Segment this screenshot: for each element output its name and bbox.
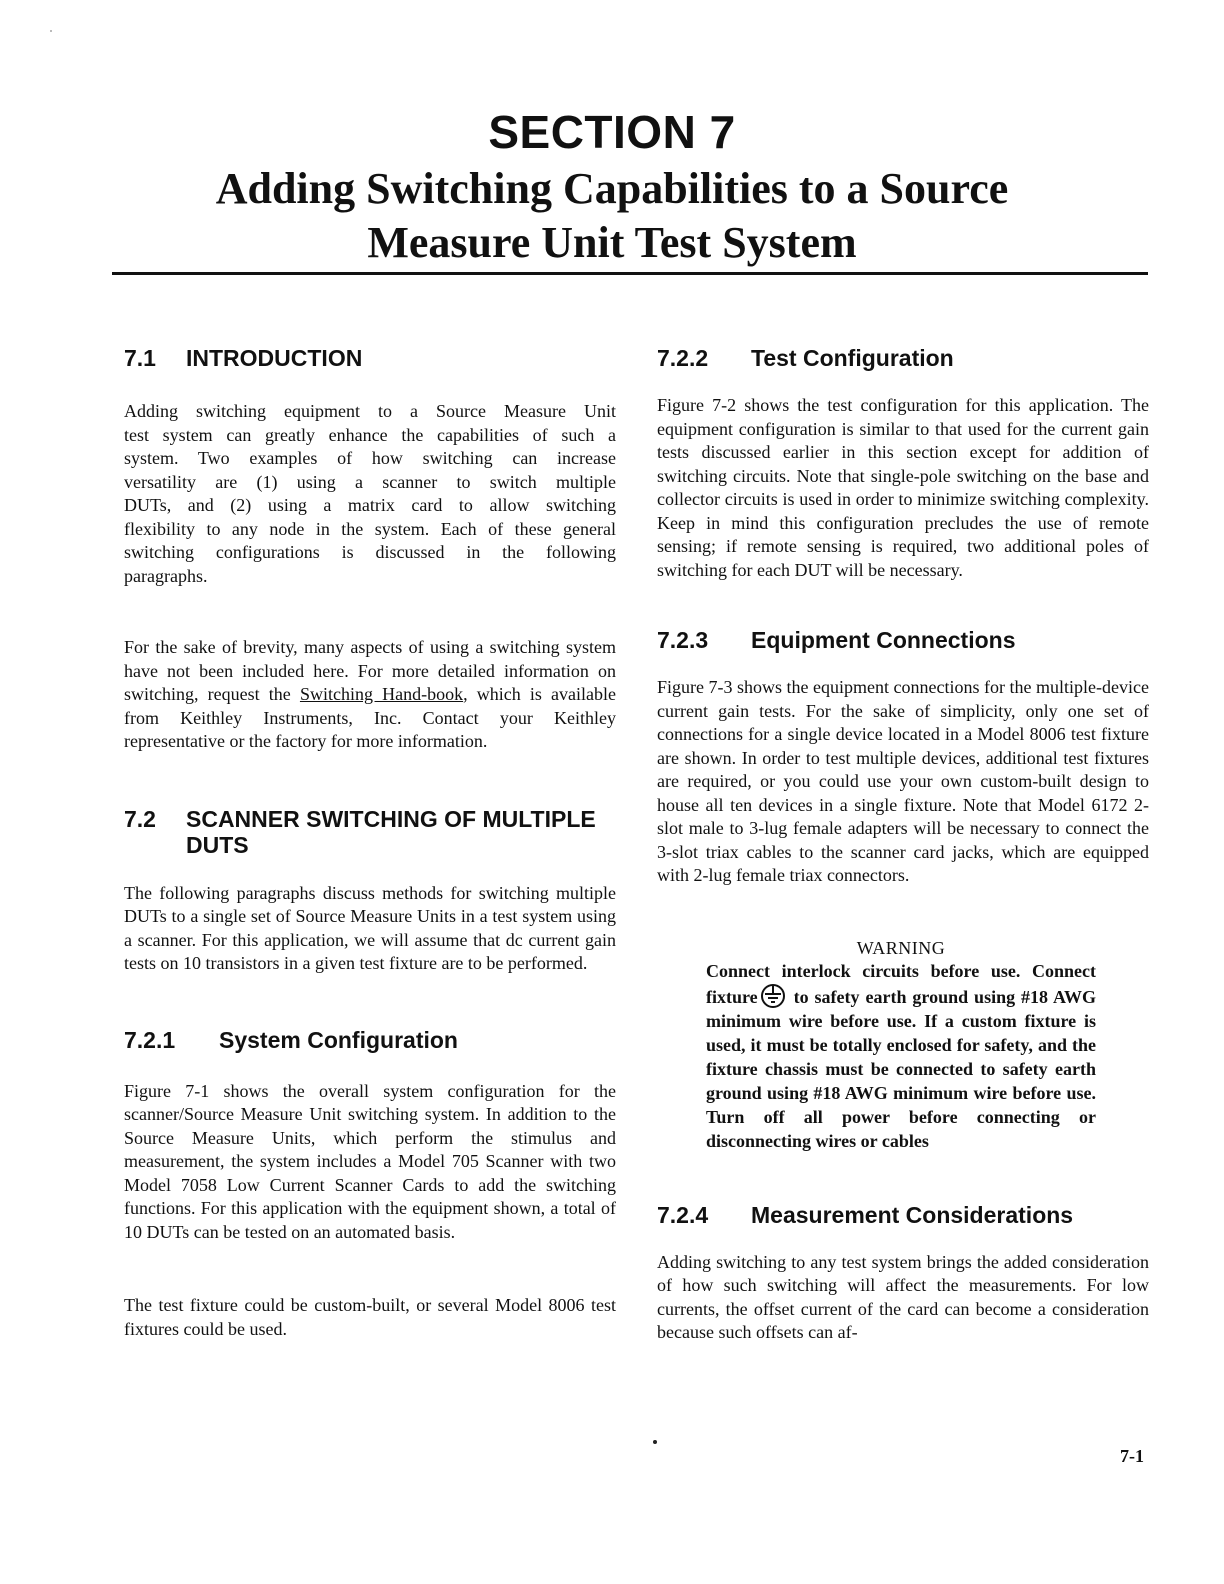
scanner-paragraph: The following paragraphs discuss methods for switching multiple DUTs to a single set of Source Measure Units in a test system using a scanner. For this application, we will assume that dc current gain tests on 10 transistors in a given test fixture are to be performed. bbox=[124, 882, 616, 973]
intro-paragraph-2 bbox=[124, 636, 616, 754]
heading-7-2-1 bbox=[124, 1026, 616, 1054]
warning-text-part: to safety earth ground using #18 AWG minimum wire before use. If a custom fixture is used, it must be totally enclosed for safety, and the fixture chassis must be connected to safety earth ground using #18 AWG minimum wire before use. Turn off all power before connecting or disconnecting wires or cables bbox=[706, 986, 1096, 1151]
heading-number: 7.2.4 bbox=[657, 1201, 709, 1228]
heading-7-2-2 bbox=[657, 344, 1149, 372]
heading-text: Measurement Considerations bbox=[751, 1201, 1074, 1228]
intro-line: DUTs, and (2) using a matrix card to allow switching bbox=[124, 495, 616, 515]
measurement-considerations-paragraph: Adding switching to any test system brings the added consideration of how such switching will affect the measurements. For low currents, the offset current of the card can become a consideration because such offsets can af- bbox=[657, 1251, 1149, 1342]
heading-text: Test Configuration bbox=[751, 345, 954, 371]
heading-number: 7.1 bbox=[124, 345, 156, 371]
heading-number: 7.2.2 bbox=[657, 345, 709, 371]
right-column bbox=[657, 344, 1149, 1345]
scan-speck bbox=[50, 30, 52, 32]
intro-line: switching configurations is discussed in the following bbox=[124, 542, 616, 562]
section-title-line2: Measure Unit Test System bbox=[367, 218, 857, 267]
heading-number: 7.2.1 bbox=[124, 1026, 176, 1053]
warning-text bbox=[706, 959, 1096, 1153]
scan-dot bbox=[653, 1440, 657, 1444]
heading-number: 7.2 bbox=[124, 805, 156, 832]
intro-line: paragraphs. bbox=[124, 565, 208, 586]
intro-line: Adding switching equipment to a Source Measure Unit bbox=[124, 401, 616, 421]
heading-7-1 bbox=[124, 344, 616, 372]
heading-text: INTRODUCTION bbox=[186, 345, 363, 371]
heading-text: System Configuration bbox=[219, 1026, 458, 1053]
warning-box bbox=[706, 938, 1096, 1153]
heading-number: 7.2.3 bbox=[657, 627, 709, 653]
warning-heading: WARNING bbox=[856, 937, 946, 958]
warning-text-part: Connect interlock circuits before use. Connect fixture bbox=[706, 960, 1096, 1007]
switching-handbook-title: Switching Hand-book bbox=[299, 684, 464, 704]
heading-text: Equipment Connections bbox=[751, 627, 1016, 653]
fixture-paragraph: The test fixture could be custom-built, or several Model 8006 test fixtures could be used. bbox=[124, 1295, 616, 1339]
left-column bbox=[124, 344, 616, 1341]
heading-text: DUTS bbox=[186, 831, 249, 858]
intro-text: , which is available from Keithley Instruments, Inc. Contact your Keithley representative or the factory for more information. bbox=[124, 684, 616, 751]
test-config-paragraph: Figure 7-2 shows the test configuration for this application. The equipment configuration is similar to that used for the current gain tests discussed earlier in this section except for addition of switching circuits. Note that single-pole switching on the base and collector circuits is used in order to minimize switching complexity. Keep in mind this configuration precludes the use of remote sensing; if remote sensing is required, two additional poles of switching for each DUT will be necessary. bbox=[657, 395, 1149, 580]
equipment-connections-paragraph: Figure 7-3 shows the equipment connections for the multiple-device current gain tests. For the sake of simplicity, only one set of connections for a single device located in a Model 8006 test fixture are shown. In order to test multiple devices, additional test fixtures are required, or you could use your own custom-built design to house all ten devices in a single fixture. Note that Model 6172 2-slot male to 3-lug female adapters will be necessary to connect the 3-slot triax cables to the scanner card jacks, which are equipped with 2-lug female triax connectors. bbox=[657, 677, 1149, 885]
heading-7-2-4 bbox=[657, 1201, 1149, 1229]
section-number: SECTION 7 bbox=[488, 106, 736, 158]
header-rule bbox=[112, 272, 1148, 275]
intro-line: test system can greatly enhance the capabilities of such a bbox=[124, 424, 616, 445]
intro-line: system. Two examples of how switching can increase bbox=[124, 448, 616, 468]
heading-7-2 bbox=[124, 806, 616, 858]
section-title bbox=[0, 162, 1224, 270]
system-config-paragraph: Figure 7-1 shows the overall system configuration for the scanner/Source Measure Unit switching system. In addition to the Source Measure Units, which perform the stimulus and measurement, the system includes a Model 705 Scanner with two Model 7058 Low Current Scanner Cards to add the switching functions. For this application with the equipment shown, a total of 10 DUTs can be tested on an automated basis. bbox=[124, 1080, 616, 1242]
page-number: 7-1 bbox=[1120, 1446, 1144, 1466]
section-title-line1: Adding Switching Capabilities to a Source bbox=[215, 164, 1009, 213]
ground-symbol-icon bbox=[760, 983, 786, 1009]
intro-line: flexibility to any node in the system. Each of these general bbox=[124, 518, 616, 539]
intro-paragraph-1 bbox=[124, 400, 616, 588]
intro-line: versatility are (1) using a scanner to switch multiple bbox=[124, 471, 616, 492]
heading-7-2-3 bbox=[657, 626, 1149, 654]
heading-text: SCANNER SWITCHING OF MULTIPLE bbox=[186, 805, 596, 832]
intro-text: For the sake of brevity, many aspects of using a switching system have not been included here. For more detailed information on switching, request the bbox=[124, 637, 616, 704]
